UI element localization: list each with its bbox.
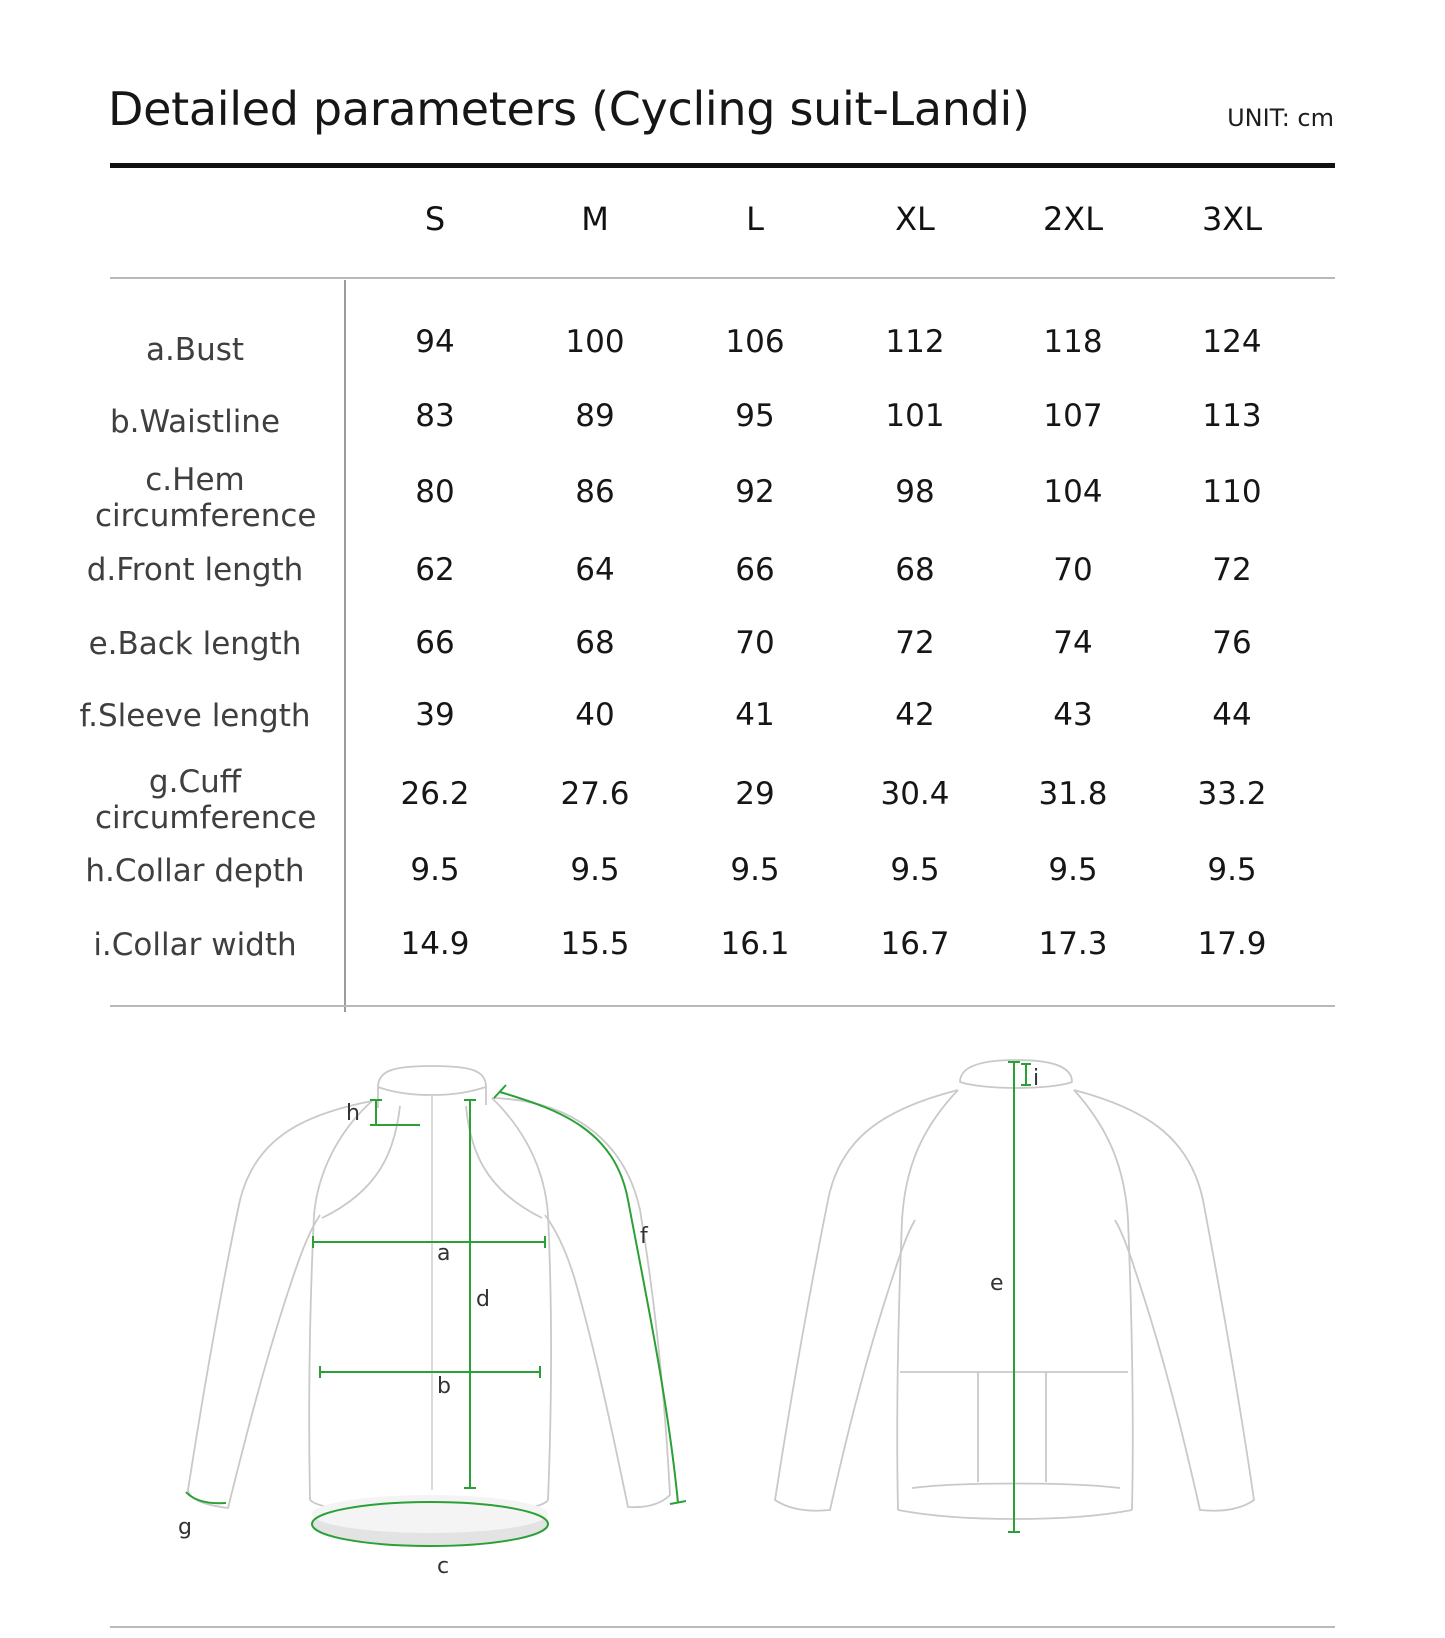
front-measure-lines [186, 1085, 686, 1546]
table-cell: 30.4 [880, 776, 950, 812]
table-cell: 9.5 [410, 852, 460, 888]
marker-f: f [640, 1224, 648, 1249]
table-cell: 44 [1212, 697, 1252, 733]
table-cell: 15.5 [560, 926, 630, 962]
table-cell: 83 [415, 398, 455, 434]
marker-c: c [437, 1554, 450, 1579]
table-cell: 70 [1053, 552, 1093, 588]
row-label-back-length: e.Back length [88, 626, 302, 662]
table-cell: 92 [735, 474, 775, 510]
table-cell: 68 [895, 552, 935, 588]
size-header-s: S [424, 200, 446, 238]
row-label-cuff: g.Cuff circumference [95, 764, 317, 836]
table-cell: 27.6 [560, 776, 630, 812]
table-cell: 86 [575, 474, 615, 510]
table-cell: 100 [565, 324, 625, 360]
table-cell: 39 [415, 697, 455, 733]
table-cell: 16.1 [720, 926, 790, 962]
header-divider [110, 277, 1335, 279]
table-cell: 72 [1212, 552, 1252, 588]
table-cell: 101 [885, 398, 945, 434]
table-cell: 118 [1043, 324, 1103, 360]
garment-diagram [0, 1050, 1445, 1610]
table-cell: 74 [1053, 625, 1093, 661]
size-header-m: M [581, 200, 609, 238]
row-label-collar-width: i.Collar width [93, 927, 297, 963]
unit-label: UNIT: cm [1227, 104, 1334, 132]
table-cell: 80 [415, 474, 455, 510]
table-cell: 66 [735, 552, 775, 588]
table-cell: 9.5 [1207, 852, 1257, 888]
table-cell: 66 [415, 625, 455, 661]
table-cell: 9.5 [1048, 852, 1098, 888]
marker-i: i [1033, 1066, 1040, 1091]
table-cell: 17.3 [1038, 926, 1108, 962]
row-label-waistline: b.Waistline [109, 404, 281, 440]
row-label-bust: a.Bust [145, 332, 245, 368]
table-cell: 62 [415, 552, 455, 588]
table-cell: 33.2 [1197, 776, 1267, 812]
table-cell: 31.8 [1038, 776, 1108, 812]
size-header-l: L [746, 200, 764, 238]
back-measure-lines [1008, 1062, 1031, 1532]
table-cell: 41 [735, 697, 775, 733]
front-jersey-outline [188, 1066, 670, 1515]
table-cell: 113 [1202, 398, 1262, 434]
marker-d: d [476, 1287, 490, 1312]
size-header-xl: XL [895, 200, 935, 238]
table-bottom-divider [110, 1005, 1335, 1007]
table-cell: 106 [725, 324, 785, 360]
size-header-3xl: 3XL [1201, 200, 1263, 238]
page-title: Detailed parameters (Cycling suit-Landi) [108, 82, 1030, 136]
table-cell: 98 [895, 474, 935, 510]
table-cell: 107 [1043, 398, 1103, 434]
marker-a: a [437, 1241, 451, 1266]
table-cell: 112 [885, 324, 945, 360]
table-cell: 9.5 [730, 852, 780, 888]
table-cell: 94 [415, 324, 455, 360]
row-label-collar-depth: h.Collar depth [85, 853, 305, 889]
table-cell: 68 [575, 625, 615, 661]
table-cell: 72 [895, 625, 935, 661]
table-cell: 29 [735, 776, 775, 812]
marker-b: b [437, 1374, 451, 1399]
row-label-sleeve-length: f.Sleeve length [79, 698, 311, 734]
marker-h: h [346, 1101, 360, 1126]
row-label-hem: c.Hem circumference [95, 462, 317, 534]
row-label-front-length: d.Front length [86, 552, 304, 588]
table-cell: 9.5 [890, 852, 940, 888]
table-cell: 70 [735, 625, 775, 661]
table-cell: 42 [895, 697, 935, 733]
table-cell: 64 [575, 552, 615, 588]
table-cell: 40 [575, 697, 615, 733]
table-cell: 124 [1202, 324, 1262, 360]
table-cell: 14.9 [400, 926, 470, 962]
table-cell: 95 [735, 398, 775, 434]
table-cell: 43 [1053, 697, 1093, 733]
table-cell: 104 [1043, 474, 1103, 510]
table-cell: 16.7 [880, 926, 950, 962]
table-cell: 17.9 [1197, 926, 1267, 962]
title-divider [110, 163, 1335, 168]
size-header-2xl: 2XL [1042, 200, 1104, 238]
table-cell: 9.5 [570, 852, 620, 888]
table-cell: 26.2 [400, 776, 470, 812]
marker-g: g [178, 1515, 192, 1540]
label-column-divider [344, 280, 346, 1012]
table-cell: 89 [575, 398, 615, 434]
table-cell: 110 [1202, 474, 1262, 510]
marker-e: e [990, 1271, 1004, 1296]
footer-divider [110, 1626, 1335, 1628]
table-cell: 76 [1212, 625, 1252, 661]
